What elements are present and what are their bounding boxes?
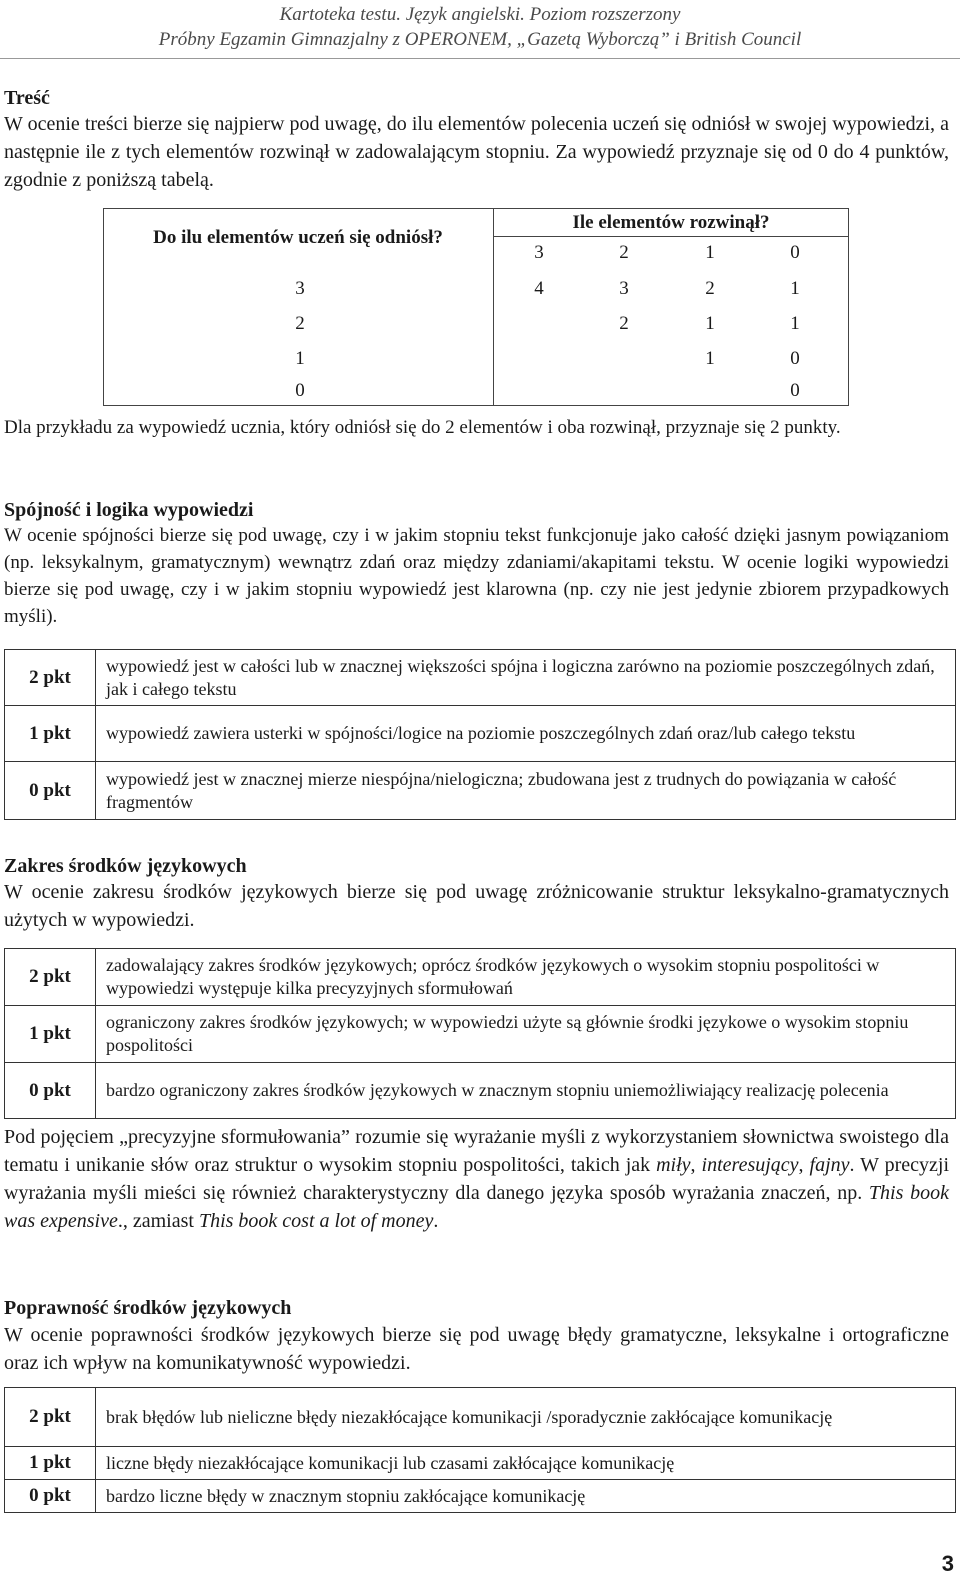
note-text: . W precyzji wyrażania myśli mieści się również charakterystyczny dla danego języka sposób wyrażania znaczeń, np. xyxy=(4,1154,950,1204)
table-row xyxy=(5,706,956,762)
zakres-text: W ocenie zakresu środków językowych bierze się pod uwagę zróżnicowanie struktur leksykalno-gramatycznych użytych w wypowiedzi. xyxy=(4,881,949,931)
matrix-cell: 1 xyxy=(705,313,715,334)
matrix-row-label: 1 xyxy=(295,348,305,369)
points-label: 0 pkt xyxy=(5,762,96,820)
spojnosc-table xyxy=(4,649,956,820)
matrix-cell: 2 xyxy=(705,278,715,299)
matrix-row-header: Do ilu elementów uczeń się odniósł? xyxy=(153,227,443,248)
matrix-cell: 1 xyxy=(790,313,800,334)
matrix-row-label: 3 xyxy=(295,278,305,299)
tresc-example: Dla przykładu za wypowiedź ucznia, który odniósł się do 2 elementów i oba rozwinął, przyznaje się 2 punkty. xyxy=(4,417,841,438)
matrix-cell: 1 xyxy=(790,278,800,299)
note-example-word: miły xyxy=(656,1154,691,1176)
matrix-col-header: Ile elementów rozwinął? xyxy=(572,212,770,233)
header-divider xyxy=(0,58,960,59)
matrix-col-value: 0 xyxy=(790,242,800,263)
matrix-cell: 4 xyxy=(534,278,544,299)
note-text: Pod pojęciem „precyzyjne sformułowania” rozumie się wyrażanie myśli z wykorzystaniem słownictwa swoistego dla tematu i unikanie słów oraz struktur o wysokim stopniu pospolitości, takich jak xyxy=(4,1126,949,1176)
poprawnosc-text: W ocenie poprawności środków językowych bierze się pod uwagę błędy gramatyczne, leksykalne i ortograficzne oraz ich wpływ na komunikatywność wypowiedzi. xyxy=(4,1324,949,1374)
table-row xyxy=(5,1480,956,1513)
note-example-sentence: This book cost a lot of money xyxy=(198,1210,434,1232)
points-description: bardzo ograniczony zakres środków językowych w znacznym stopniu uniemożliwiający realizację polecenia xyxy=(96,1063,956,1119)
points-description: brak błędów lub nieliczne błędy niezakłócające komunikacji /sporadycznie zakłócające komunikację xyxy=(96,1388,956,1447)
table-row xyxy=(5,650,956,706)
points-label: 1 pkt xyxy=(5,1447,96,1480)
note-example-word: interesujący xyxy=(701,1154,799,1176)
points-description: wypowiedź jest w całości lub w znacznej większości spójna i logiczna zarówno na poziomie poszczególnych zdań, jak i całego tekstu xyxy=(96,650,956,706)
matrix-cell: 1 xyxy=(705,348,715,369)
matrix-cell: 0 xyxy=(790,380,800,401)
points-description: liczne błędy niezakłócające komunikacji lub czasami zakłócające komunikację xyxy=(96,1447,956,1480)
matrix-col-value: 1 xyxy=(705,242,715,263)
page-header xyxy=(0,2,960,52)
points-label: 2 pkt xyxy=(5,1388,96,1447)
section-title-poprawnosc: Poprawność środków językowych xyxy=(4,1297,292,1319)
points-description: zadowalający zakres środków językowych; oprócz środków językowych o wysokim stopniu pospolitości w wypowiedzi występuje kilka precyzyjnych sformułowań xyxy=(96,949,956,1006)
points-description: ograniczony zakres środków językowych; w wypowiedzi użyte są głównie środki językowe o wysokim stopniu pospolitości xyxy=(96,1006,956,1063)
points-description: wypowiedź jest w znacznej mierze niespójna/nielogiczna; zbudowana jest z trudnych do powiązania w całość fragmentów xyxy=(96,762,956,820)
scoring-matrix xyxy=(103,208,849,406)
table-row xyxy=(5,1447,956,1480)
note-text: , xyxy=(690,1154,702,1176)
note-text: , xyxy=(798,1154,810,1176)
table-row xyxy=(5,762,956,820)
points-description: bardzo liczne błędy w znacznym stopniu zakłócające komunikację xyxy=(96,1480,956,1513)
matrix-cell: 0 xyxy=(790,348,800,369)
points-label: 2 pkt xyxy=(5,949,96,1006)
points-label: 2 pkt xyxy=(5,650,96,706)
spojnosc-text: W ocenie spójności bierze się pod uwagę, czy i w jakim stopniu tekst funkcjonuje jako całość dzięki jasnym powiązaniom (np. leksykalnym, gramatycznym) wewnątrz zdań oraz między zdaniami/akapitami tekstu. W ocenie logiki wypowiedzi bierze się pod uwagę, czy i w jakim stopniu wypowiedź jest klarowna (np. czy nie jest jedynie zbiorem przypadkowych myśli). xyxy=(4,525,949,627)
zakres-table xyxy=(4,948,956,1119)
matrix-cell: 3 xyxy=(619,278,629,299)
note-example-word: fajny xyxy=(809,1154,850,1176)
header-line-2: Próbny Egzamin Gimnazjalny z OPERONEM, „Gazetą Wyborczą” i British Council xyxy=(158,29,802,50)
tresc-text: W ocenie treści bierze się najpierw pod uwagę, do ilu elementów polecenia uczeń się odniósł w swojej wypowiedzi, a następnie ile z tych elementów rozwinął w zadowalającym stopniu. Za wypowiedź przyznaje się od 0 do 4 punktów, zgodnie z poniższą tabelą. xyxy=(4,113,949,191)
matrix-row-label: 0 xyxy=(295,380,305,401)
points-label: 0 pkt xyxy=(5,1063,96,1119)
matrix-col-value: 3 xyxy=(534,242,544,263)
zakres-note xyxy=(4,1123,949,1235)
matrix-cell: 2 xyxy=(619,313,629,334)
note-text: ., zamiast xyxy=(117,1210,199,1232)
table-row xyxy=(5,1063,956,1119)
matrix-row-label: 2 xyxy=(295,313,305,334)
points-label: 0 pkt xyxy=(5,1480,96,1513)
points-label: 1 pkt xyxy=(5,706,96,762)
table-row xyxy=(5,1006,956,1063)
matrix-col-value: 2 xyxy=(619,242,629,263)
page-number: 3 xyxy=(941,1551,954,1576)
table-row xyxy=(5,949,956,1006)
points-description: wypowiedź zawiera usterki w spójności/logice na poziomie poszczególnych zdań oraz/lub całego tekstu xyxy=(96,706,956,762)
table-row xyxy=(5,1388,956,1447)
section-title-spojnosc: Spójność i logika wypowiedzi xyxy=(4,499,254,521)
poprawnosc-table xyxy=(4,1387,956,1513)
points-label: 1 pkt xyxy=(5,1006,96,1063)
section-title-tresc: Treść xyxy=(4,87,50,109)
note-example-sentence: This book was expensive xyxy=(4,1182,949,1232)
header-line-1: Kartoteka testu. Język angielski. Poziom rozszerzony xyxy=(279,4,681,25)
section-title-zakres: Zakres środków językowych xyxy=(4,855,247,877)
note-text: . xyxy=(433,1210,439,1232)
